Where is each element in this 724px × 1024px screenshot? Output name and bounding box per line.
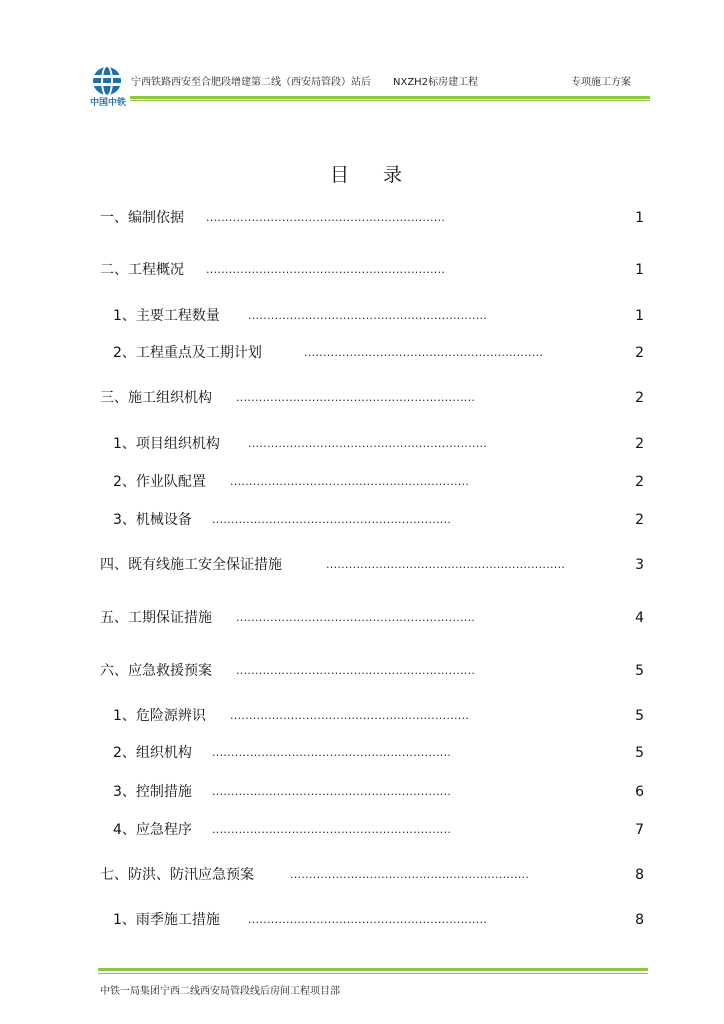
toc-entry[interactable]	[0, 386, 724, 410]
toc-label: 3、机械设备	[113, 512, 192, 528]
toc-leader: ...............................................................	[248, 437, 488, 450]
toc-entry[interactable]	[0, 341, 724, 365]
toc-label: 4、应急程序	[113, 822, 192, 838]
toc-entry[interactable]	[0, 606, 724, 630]
toc-leader: ...............................................................	[206, 211, 446, 224]
toc-label: 1、雨季施工措施	[113, 912, 220, 928]
toc-label: 2、工程重点及工期计划	[113, 345, 262, 361]
toc-leader: ...............................................................	[236, 611, 476, 624]
toc-leader: ...............................................................	[212, 823, 452, 836]
toc-page: 7	[635, 822, 644, 838]
toc-page: 5	[635, 708, 644, 724]
toc-entry[interactable]	[0, 659, 724, 683]
toc-page: 5	[635, 745, 644, 761]
toc-entry[interactable]	[0, 908, 724, 932]
header-doc-type: 专项施工方案	[571, 77, 631, 88]
toc-page: 8	[635, 912, 644, 928]
toc-entry[interactable]	[0, 432, 724, 456]
toc-label: 1、危险源辨识	[113, 708, 206, 724]
toc-entry[interactable]	[0, 258, 724, 282]
toc-entry[interactable]	[0, 304, 724, 328]
toc-leader: ...............................................................	[248, 309, 488, 322]
page-header	[88, 66, 650, 106]
toc-label: 2、作业队配置	[113, 474, 206, 490]
toc-page: 1	[635, 262, 644, 278]
toc-page: 2	[635, 436, 644, 452]
toc-leader: ...............................................................	[230, 475, 470, 488]
toc-page: 2	[635, 345, 644, 361]
globe-icon	[93, 67, 121, 95]
header-rule	[130, 96, 650, 99]
toc-leader: ...............................................................	[236, 664, 476, 677]
toc-leader: ...............................................................	[212, 746, 452, 759]
toc-leader: ...............................................................	[206, 263, 446, 276]
toc-leader: ...............................................................	[326, 558, 566, 571]
toc-leader: ...............................................................	[212, 513, 452, 526]
header-section: NXZH2标房建工程	[393, 77, 479, 88]
toc-label: 1、项目组织机构	[113, 436, 220, 452]
toc-leader: ...............................................................	[236, 391, 476, 404]
page-footer: 中铁一局集团宁西二线西安局管段线后房间工程项目部	[100, 986, 340, 997]
toc-leader: ...............................................................	[248, 913, 488, 926]
toc-label: 三、施工组织机构	[100, 390, 212, 406]
toc-entry[interactable]	[0, 704, 724, 728]
toc-page: 2	[635, 390, 644, 406]
toc-label: 1、主要工程数量	[113, 308, 220, 324]
toc-entry[interactable]	[0, 863, 724, 887]
toc-leader: ...............................................................	[304, 346, 544, 359]
toc-leader: ...............................................................	[212, 785, 452, 798]
toc-label: 六、应急救援预案	[100, 663, 212, 679]
footer-rule-thin	[98, 973, 648, 974]
toc-leader: ...............................................................	[290, 868, 530, 881]
toc-label: 3、控制措施	[113, 784, 192, 800]
toc-page: 3	[635, 557, 644, 573]
toc-entry[interactable]	[0, 206, 724, 230]
toc-label: 五、工期保证措施	[100, 610, 212, 626]
toc-label: 2、组织机构	[113, 745, 192, 761]
toc-entry[interactable]	[0, 741, 724, 765]
toc-entry[interactable]	[0, 818, 724, 842]
toc-entry[interactable]	[0, 470, 724, 494]
toc-entry[interactable]	[0, 780, 724, 804]
header-rule-thin	[130, 100, 650, 101]
toc-page: 2	[635, 474, 644, 490]
header-project: 宁西铁路西安至合肥段增建第二线（西安局管段）站后	[131, 77, 371, 88]
toc-entry[interactable]	[0, 553, 724, 577]
toc-label: 二、工程概况	[100, 262, 184, 278]
toc-page: 2	[635, 512, 644, 528]
footer-rule	[98, 968, 648, 971]
page-title: 目录	[330, 164, 437, 186]
toc-page: 5	[635, 663, 644, 679]
logo-text: 中国中铁	[89, 98, 126, 108]
company-logo	[88, 66, 128, 106]
toc-label: 四、既有线施工安全保证措施	[100, 557, 282, 573]
toc-page: 1	[635, 308, 644, 324]
toc-page: 1	[635, 210, 644, 226]
toc-page: 4	[635, 610, 644, 626]
toc-entry[interactable]	[0, 508, 724, 532]
toc-label: 一、编制依据	[100, 210, 184, 226]
toc-page: 8	[635, 867, 644, 883]
toc-page: 6	[635, 784, 644, 800]
toc-leader: ...............................................................	[230, 709, 470, 722]
toc-label: 七、防洪、防汛应急预案	[100, 867, 254, 883]
